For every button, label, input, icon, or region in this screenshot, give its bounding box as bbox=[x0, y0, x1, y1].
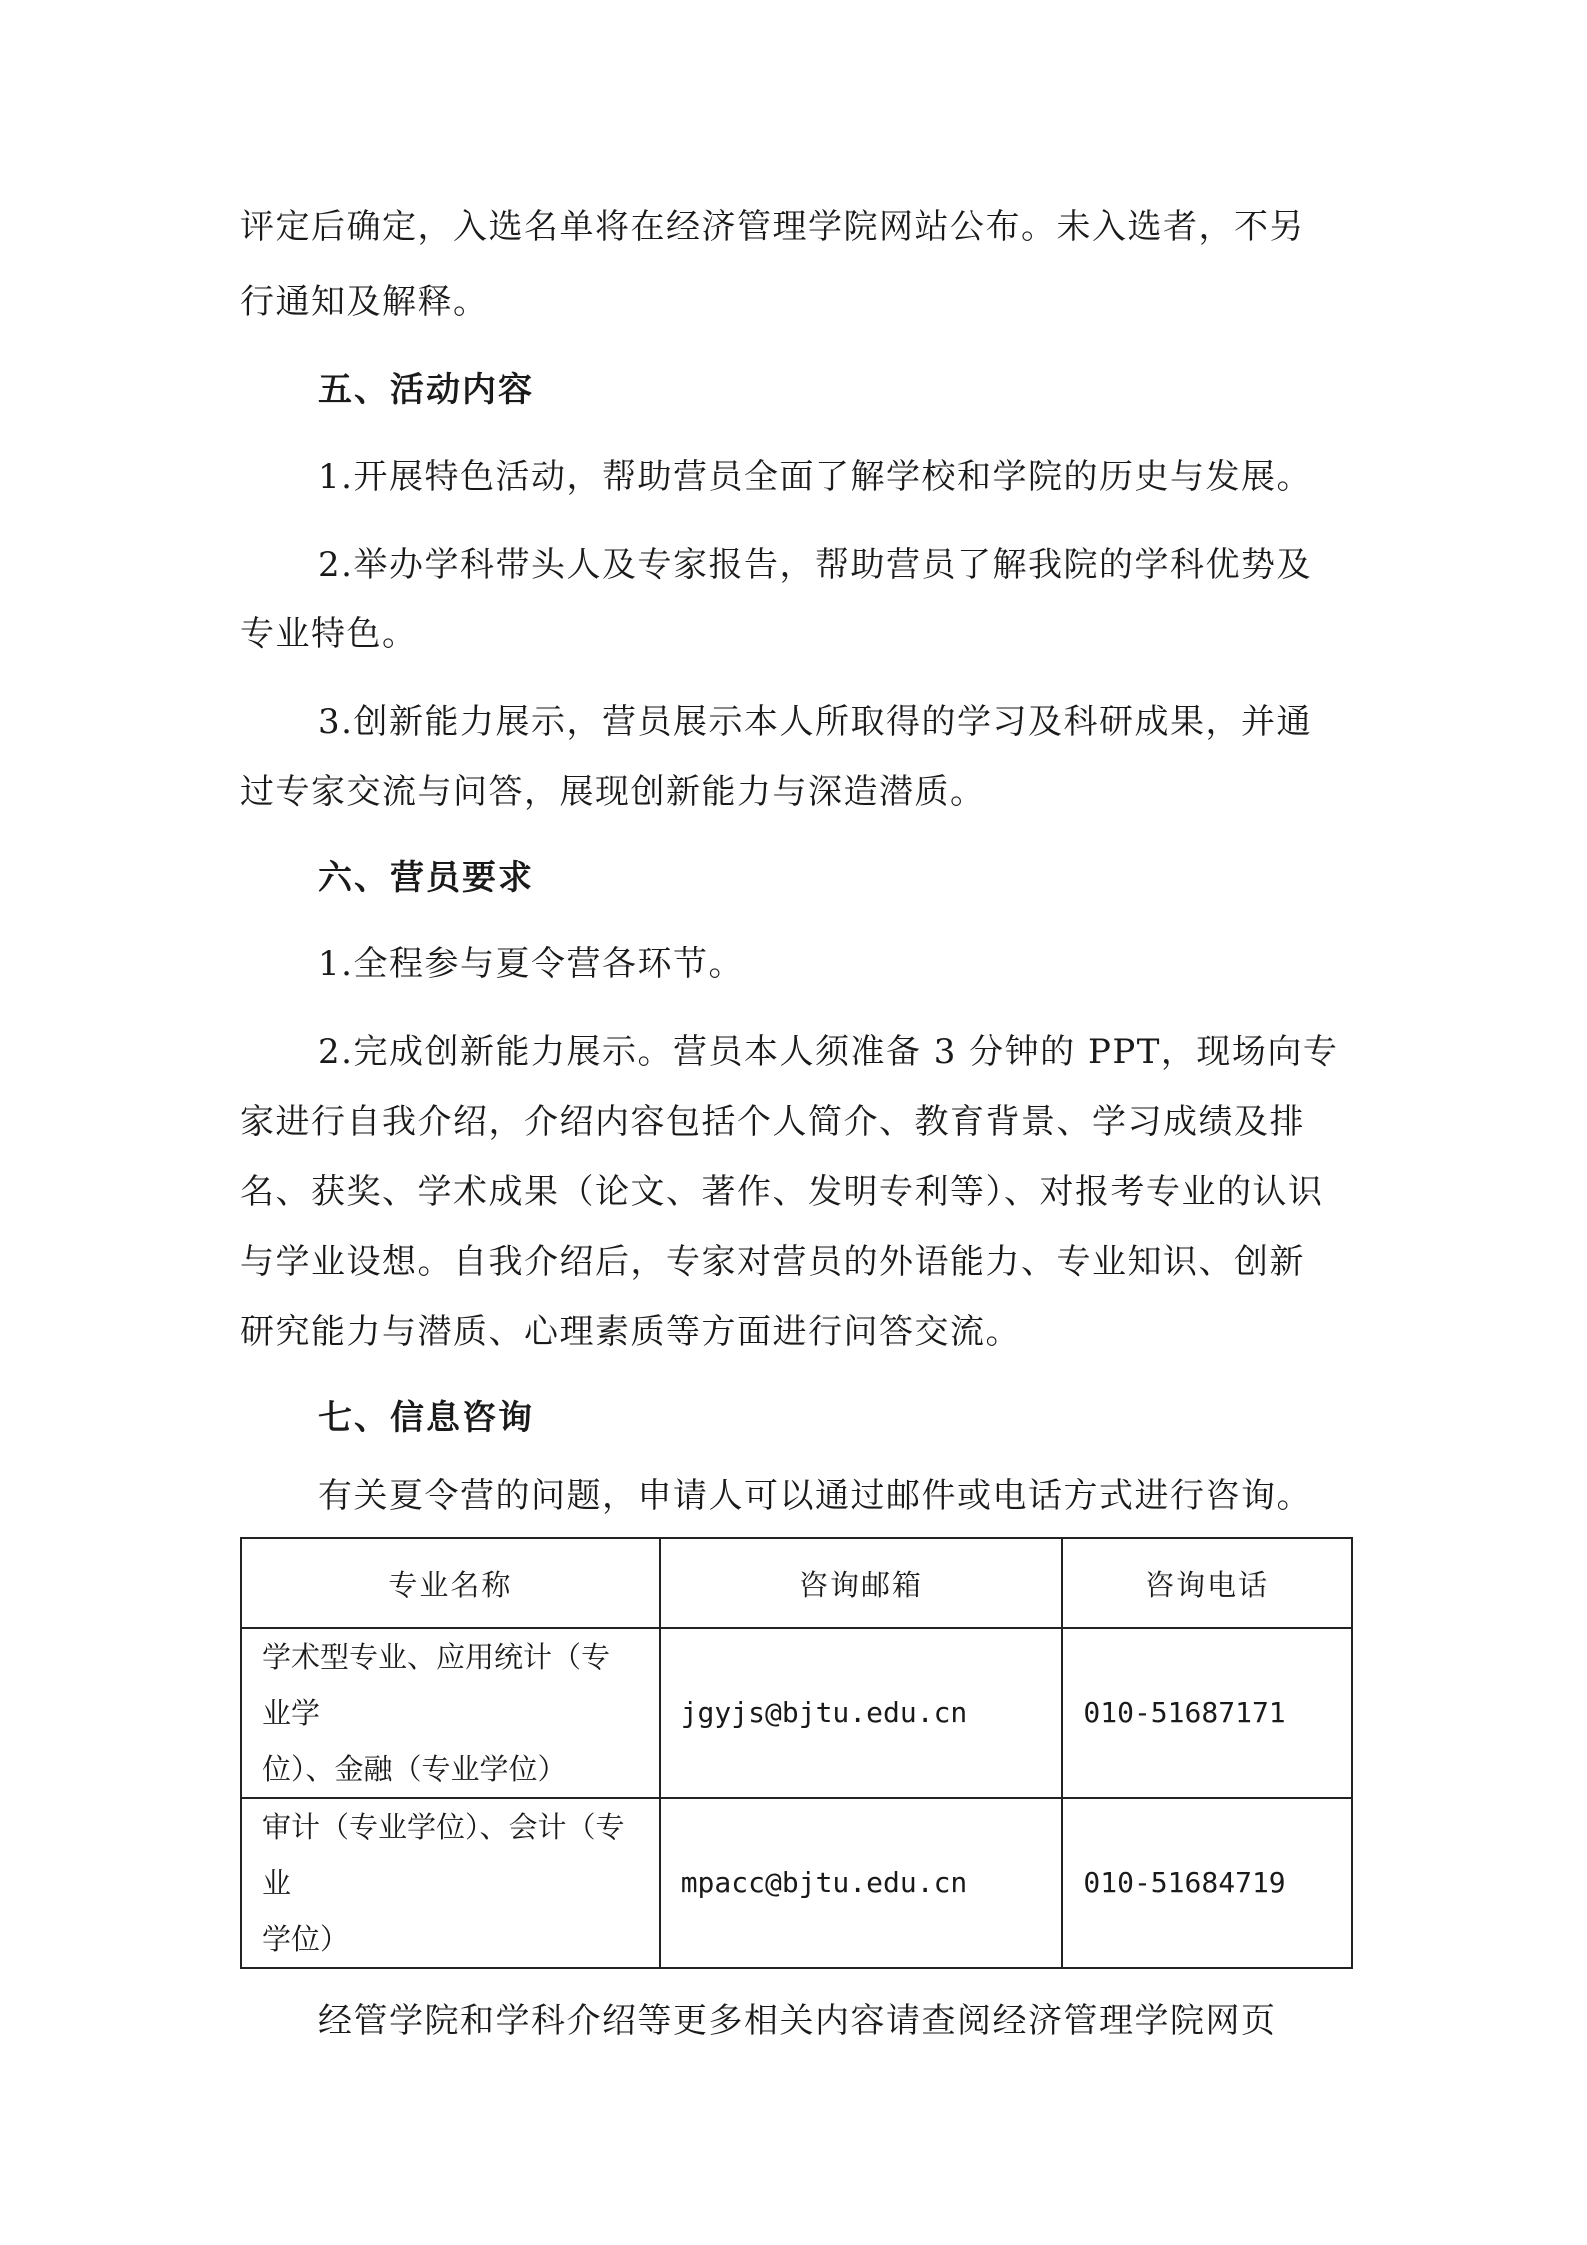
paragraph-line: 评定后确定，入选名单将在经济管理学院网站公布。未入选者，不另 bbox=[240, 207, 1305, 247]
table-header-cell: 咨询电话 bbox=[1062, 1538, 1352, 1628]
section-heading-7: 七、信息咨询 bbox=[318, 1398, 534, 1438]
paragraph-line: 有关夏令营的问题，申请人可以通过邮件或电话方式进行咨询。 bbox=[318, 1476, 1312, 1516]
table-header-cell: 咨询邮箱 bbox=[660, 1538, 1063, 1628]
email-cell: mpacc@bjtu.edu.cn bbox=[660, 1798, 1063, 1968]
paragraph-line: 名、获奖、学术成果（论文、著作、发明专利等）、对报考专业的认识 bbox=[240, 1172, 1324, 1212]
table-header-row bbox=[241, 1538, 1352, 1628]
section-heading-5: 五、活动内容 bbox=[318, 370, 534, 410]
table-row bbox=[241, 1628, 1352, 1798]
paragraph-line: 行通知及解释。 bbox=[240, 282, 489, 322]
paragraph-line: 1.开展特色活动，帮助营员全面了解学校和学院的历史与发展。 bbox=[318, 457, 1312, 497]
paragraph-line: 家进行自我介绍，介绍内容包括个人简介、教育背景、学习成绩及排 bbox=[240, 1102, 1305, 1142]
paragraph-line: 2.完成创新能力展示。营员本人须准备 3 分钟的 PPT，现场向专 bbox=[318, 1032, 1339, 1072]
major-name-line: 位）、金融（专业学位） bbox=[262, 1752, 567, 1786]
paragraph-line: 研究能力与潜质、心理素质等方面进行问答交流。 bbox=[240, 1312, 1021, 1352]
major-name-cell bbox=[241, 1798, 660, 1968]
table-header-cell: 专业名称 bbox=[241, 1538, 660, 1628]
phone-cell: 010-51687171 bbox=[1062, 1628, 1352, 1798]
major-name-line: 学术型专业、应用统计（专业学 bbox=[262, 1640, 611, 1730]
paragraph-line: 1.全程参与夏令营各环节。 bbox=[318, 944, 744, 984]
table-row bbox=[241, 1798, 1352, 1968]
paragraph-line: 专业特色。 bbox=[240, 614, 418, 654]
major-name-cell bbox=[241, 1628, 660, 1798]
paragraph-line: 经管学院和学科介绍等更多相关内容请查阅经济管理学院网页 bbox=[318, 2001, 1277, 2041]
major-name-line: 学位） bbox=[262, 1922, 350, 1956]
major-name-line: 审计（专业学位）、会计（专业 bbox=[262, 1810, 625, 1900]
paragraph-line: 与学业设想。自我介绍后，专家对营员的外语能力、专业知识、创新 bbox=[240, 1242, 1305, 1282]
paragraph-line: 过专家交流与问答，展现创新能力与深造潜质。 bbox=[240, 772, 986, 812]
paragraph-line: 3.创新能力展示，营员展示本人所取得的学习及科研成果，并通 bbox=[318, 702, 1312, 742]
phone-cell: 010-51684719 bbox=[1062, 1798, 1352, 1968]
contact-table bbox=[240, 1537, 1353, 1969]
email-cell: jgyjs@bjtu.edu.cn bbox=[660, 1628, 1063, 1798]
paragraph-line: 2.举办学科带头人及专家报告，帮助营员了解我院的学科优势及 bbox=[318, 545, 1312, 585]
section-heading-6: 六、营员要求 bbox=[318, 858, 534, 898]
